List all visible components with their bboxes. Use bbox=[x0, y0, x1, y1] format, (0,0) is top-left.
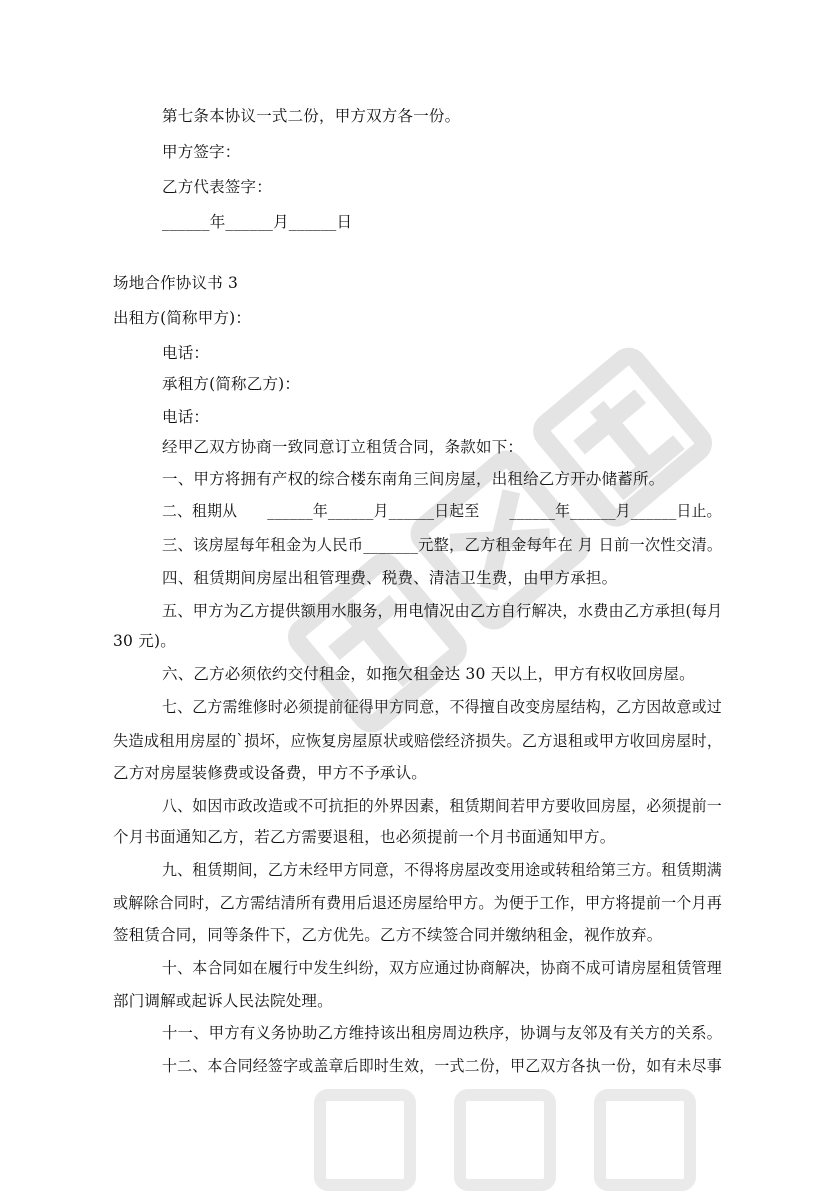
clause-12-line-1: 十二、本合同经签字或盖章后即时生效，一式二份，甲乙双方各执一份，如有未尽事 bbox=[162, 1057, 722, 1075]
clause-8-line-1: 八、如因市政改造或不可抗拒的外界因素，租赁期间若甲方要收回房屋，必须提前一 bbox=[162, 797, 722, 815]
clause-9-line-1: 九、租赁期间，乙方未经甲方同意，不得将房屋改变用途或转租给第三方。租赁期满 bbox=[162, 861, 722, 879]
clause-3: 三、该房屋每年租金为人民币_______元整，乙方租金每年在 月 日前一次性交清。 bbox=[162, 536, 723, 554]
lessor-phone-label: 电话： bbox=[162, 344, 210, 362]
clause-10-line-2: 部门调解或起诉人民法院处理。 bbox=[113, 992, 333, 1010]
clause-1: 一、甲方将拥有产权的综合楼东南角三间房屋，出租给乙方开办储蓄所。 bbox=[162, 470, 665, 488]
clause-9-line-3: 签租赁合同，同等条件下，乙方优先。乙方不续签合同并缴纳租金，视作放弃。 bbox=[113, 926, 663, 944]
lessee-phone-label: 电话： bbox=[162, 408, 210, 426]
clause-7-line-3: 乙方对房屋装修费或设备费，甲方不予承认。 bbox=[113, 764, 428, 782]
clause-6: 六、乙方必须依约交付租金，如拖欠租金达 30 天以上，甲方有权收回房屋。 bbox=[162, 665, 695, 683]
clause-10-line-1: 十、本合同如在履行中发生纠纷，双方应通过协商解决，协商不成可请房屋租赁管理 bbox=[162, 959, 722, 977]
intro-paragraph: 经甲乙双方协商一致同意订立租赁合同，条款如下： bbox=[162, 438, 524, 456]
date-line: ______年______月______日 bbox=[162, 213, 353, 231]
clause-7-line-2: 失造成租用房屋的`损坏，应恢复房屋原状或赔偿经济损失。乙方退租或甲方收回房屋时， bbox=[113, 732, 723, 750]
document-title: 场地合作协议书 3 bbox=[113, 274, 239, 292]
lessor-label: 出租方(简称甲方)： bbox=[113, 309, 252, 327]
clause-8-line-2: 个月书面通知乙方，若乙方需要退租，也必须提前一个月书面通知甲方。 bbox=[113, 828, 616, 846]
clause-11: 十一、甲方有义务协助乙方维持该出租房周边秩序，协调与友邻及有关方的关系。 bbox=[162, 1024, 723, 1042]
lessee-label: 承租方(简称乙方)： bbox=[162, 375, 301, 393]
clause-9-line-2: 或解除合同时，乙方需结清所有费用后退还房屋给甲方。为便于工作，甲方将提前一个月再 bbox=[113, 894, 722, 912]
clause-4: 四、租赁期间房屋出租管理费、税费、清洁卫生费，由甲方承担。 bbox=[162, 569, 618, 587]
clause-5-line-1: 五、甲方为乙方提供额用水服务，用电情况由乙方自行解决，水费由乙方承担(每月 bbox=[162, 602, 723, 620]
party-b-signature-label: 乙方代表签字： bbox=[162, 178, 272, 196]
watermark-graphic-bottom bbox=[300, 1075, 720, 1195]
clause-2: 二、租期从 ______年______月______日起至 ______年______月______日止。 bbox=[162, 502, 722, 520]
clause-5-line-2: 30 元)。 bbox=[113, 632, 176, 650]
clause-7-line-1: 七、乙方需维修时必须提前征得甲方同意，不得擅自改变房屋结构，乙方因故意或过 bbox=[162, 698, 722, 716]
party-a-signature-label: 甲方签字： bbox=[162, 143, 241, 161]
article-7: 第七条本协议一式二份，甲方双方各一份。 bbox=[162, 107, 461, 125]
